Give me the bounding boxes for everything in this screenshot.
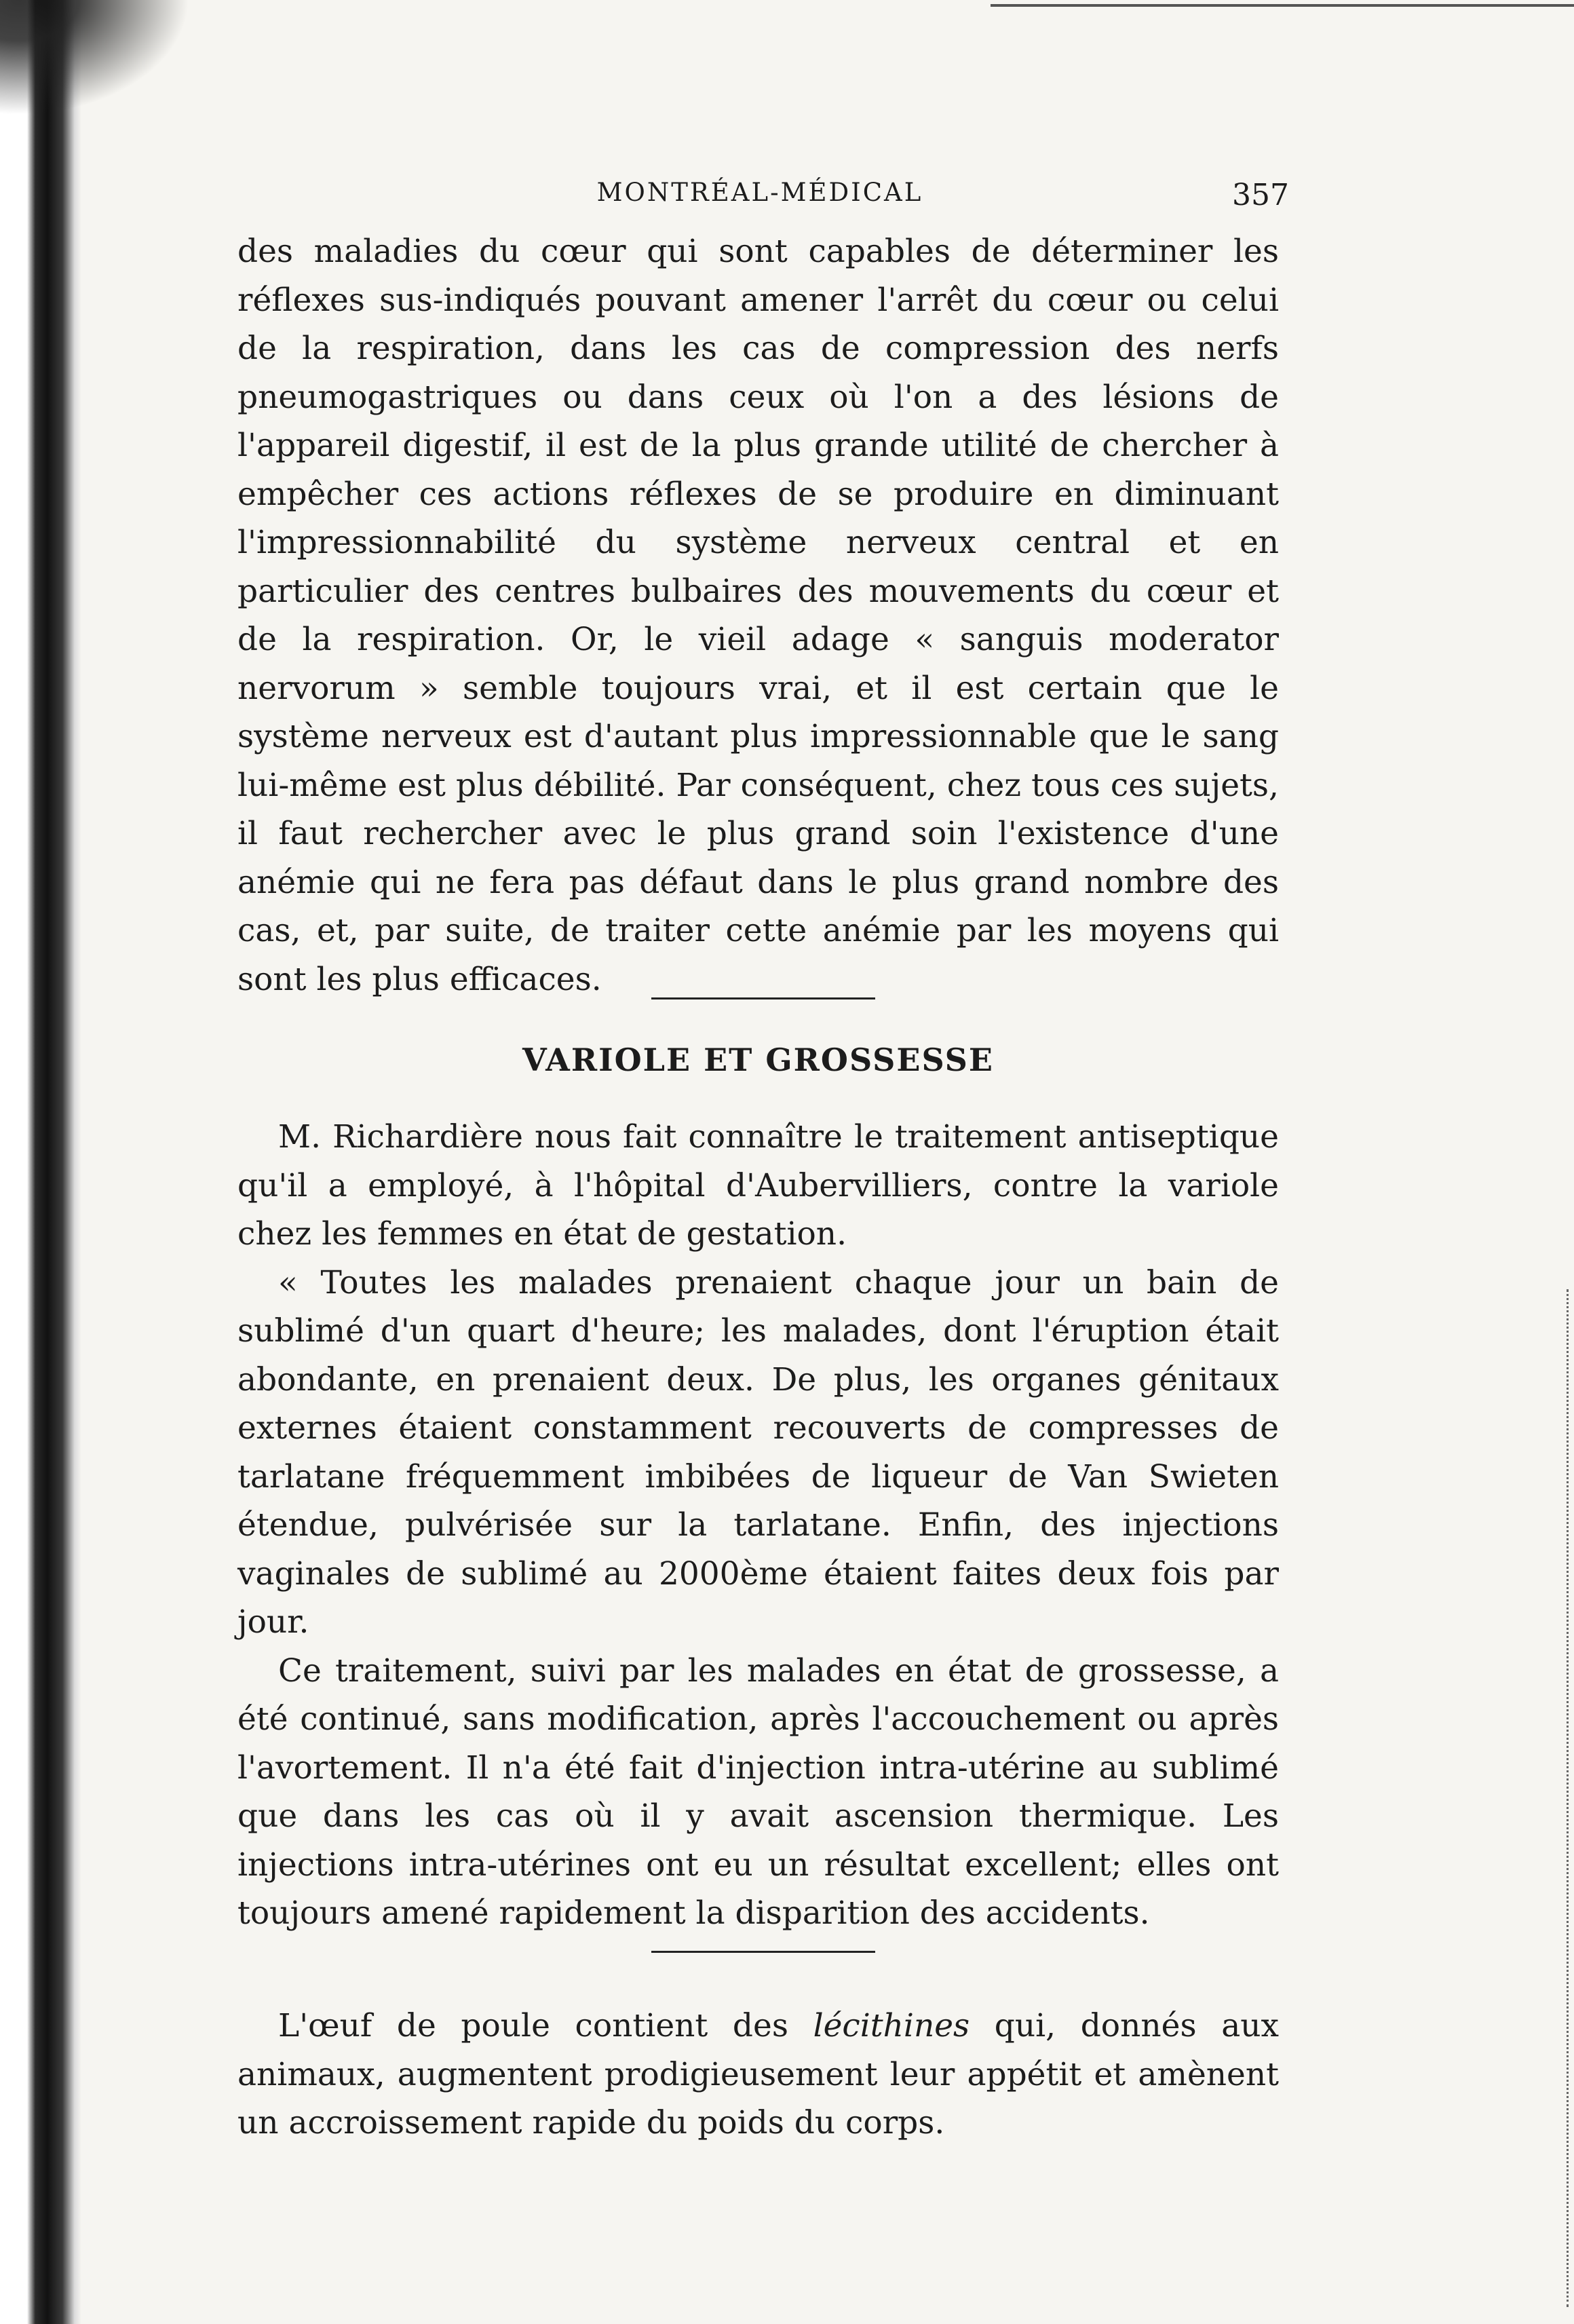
final-paragraph	[237, 2002, 1279, 2148]
running-title: MONTRÉAL-MÉDICAL	[596, 178, 923, 207]
paragraph-text: des maladies du cœur qui sont capables de déterminer les réflexes sus-indiqués pouvant amener l'arrêt du cœur ou celui de la respiration, dans les cas de compression des nerfs pneumogastriques ou dans ceux où l'on a des lésions de l'appareil digestif, il est de la plus grande utilité de chercher à empêcher ces actions réflexes de se produire en diminuant l'impressionnabilité du système nerveux central et en particulier des centres bulbaires des mouvements du cœur et de la respiration. Or, le vieil adage « sanguis moderator nervorum » semble toujours vrai, et il est certain que le système nerveux est d'autant plus impressionnable que le sang lui-même est plus débilité. Par conséquent, chez tous ces sujets, il faut rechercher avec le plus grand soin l'existence d'une anémie qui ne fera pas défaut dans le plus grand nombre des cas, et, par suite, de traiter cette anémie par les moyens qui sont les plus efficaces.	[237, 233, 1279, 998]
section-divider	[651, 1951, 875, 1953]
running-head	[231, 178, 1289, 218]
final-note	[237, 2002, 1279, 2148]
binding-shadow	[0, 0, 81, 2324]
binding-corner-shadow	[0, 0, 190, 115]
top-edge-line	[991, 4, 1574, 7]
continued-paragraph	[237, 227, 1279, 1004]
page-number: 357	[1232, 178, 1289, 212]
final-text-start: L'œuf de poule contient des	[278, 2007, 813, 2044]
section-divider	[651, 997, 875, 999]
right-edge-marks	[1562, 1289, 1569, 2307]
section-paragraph-2: « Toutes les malades prenaient chaque jour un bain de sublimé d'un quart d'heure; les malades, dont l'éruption était abondante, en prenaient deux. De plus, les organes génitaux externes étaient constamment recouverts de compresses de tarlatane fréquemment imbibées de liqueur de Van Swieten étendue, pulvérisée sur la tarlatane. Enfin, des injections vaginales de sublimé au 2000ème étaient faites deux fois par jour.	[237, 1263, 1279, 1641]
section-paragraph-1: M. Richardière nous fait connaître le traitement antiseptique qu'il a employé, à l'hôpital d'Aubervilliers, contre la variole chez les femmes en état de gestation.	[237, 1118, 1279, 1253]
italic-term: lécithines	[813, 2007, 970, 2044]
section-heading: VARIOLE ET GROSSESSE	[522, 1042, 994, 1078]
final-text-end: qui, donnés aux animaux, augmentent prodigieusement leur appétit et amènent un accroissement rapide du poids du corps.	[237, 2007, 1279, 2141]
section-body	[237, 1113, 1279, 1938]
section-paragraph-3: Ce traitement, suivi par les malades en état de grossesse, a été continué, sans modification, après l'accouchement ou après l'avortement. Il n'a été fait d'injection intra-utérine au sublimé que dans les cas où il y avait ascension thermique. Les injections intra-utérines ont eu un résultat excellent; elles ont toujours amené rapidement la disparition des accidents.	[237, 1652, 1279, 1932]
